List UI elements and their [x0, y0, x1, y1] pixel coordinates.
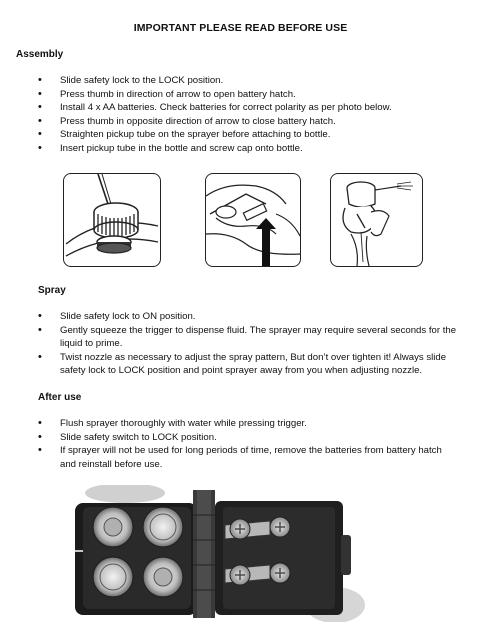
assembly-list	[38, 74, 458, 156]
list-item: • Insert pickup tube in the bottle and screw cap onto bottle.	[38, 142, 458, 156]
list-item: • Twist nozzle as necessary to adjust the spray pattern, But don’t over tighten it! Always slide safety lock to LOCK position and point sprayer away from you when adjusting nozzle.	[38, 351, 458, 378]
list-item: • Install 4 x AA batteries. Check batteries for correct polarity as per photo below.	[38, 101, 458, 115]
assembly-heading: Assembly	[16, 49, 64, 60]
page-title: IMPORTANT PLEASE READ BEFORE USE	[133, 22, 348, 34]
list-item: • If sprayer will not be used for long periods of time, remove the batteries from battery hatch and reinstall before use.	[38, 444, 458, 471]
battery-compartment-photo	[65, 485, 365, 622]
sprayer-nozzle-illustration	[330, 173, 423, 267]
list-item: • Flush sprayer thoroughly with water while pressing trigger.	[38, 417, 458, 431]
list-item: • Gently squeeze the trigger to dispense fluid. The sprayer may require several seconds for the liquid to prime.	[38, 324, 458, 351]
after-use-list	[38, 417, 458, 471]
list-item: • Slide safety lock to ON position.	[38, 310, 458, 324]
spray-list	[38, 310, 458, 378]
list-item: • Press thumb in opposite direction of arrow to close battery hatch.	[38, 115, 458, 129]
spray-heading: Spray	[38, 285, 66, 296]
bottle-cap-illustration	[63, 173, 161, 267]
after-use-heading: After use	[38, 392, 82, 403]
battery-hatch-illustration	[205, 173, 301, 267]
list-item: • Slide safety lock to the LOCK position.	[38, 74, 458, 88]
list-item: • Slide safety switch to LOCK position.	[38, 431, 458, 445]
list-item: • Press thumb in direction of arrow to open battery hatch.	[38, 88, 458, 102]
list-item: • Straighten pickup tube on the sprayer before attaching to bottle.	[38, 128, 458, 142]
